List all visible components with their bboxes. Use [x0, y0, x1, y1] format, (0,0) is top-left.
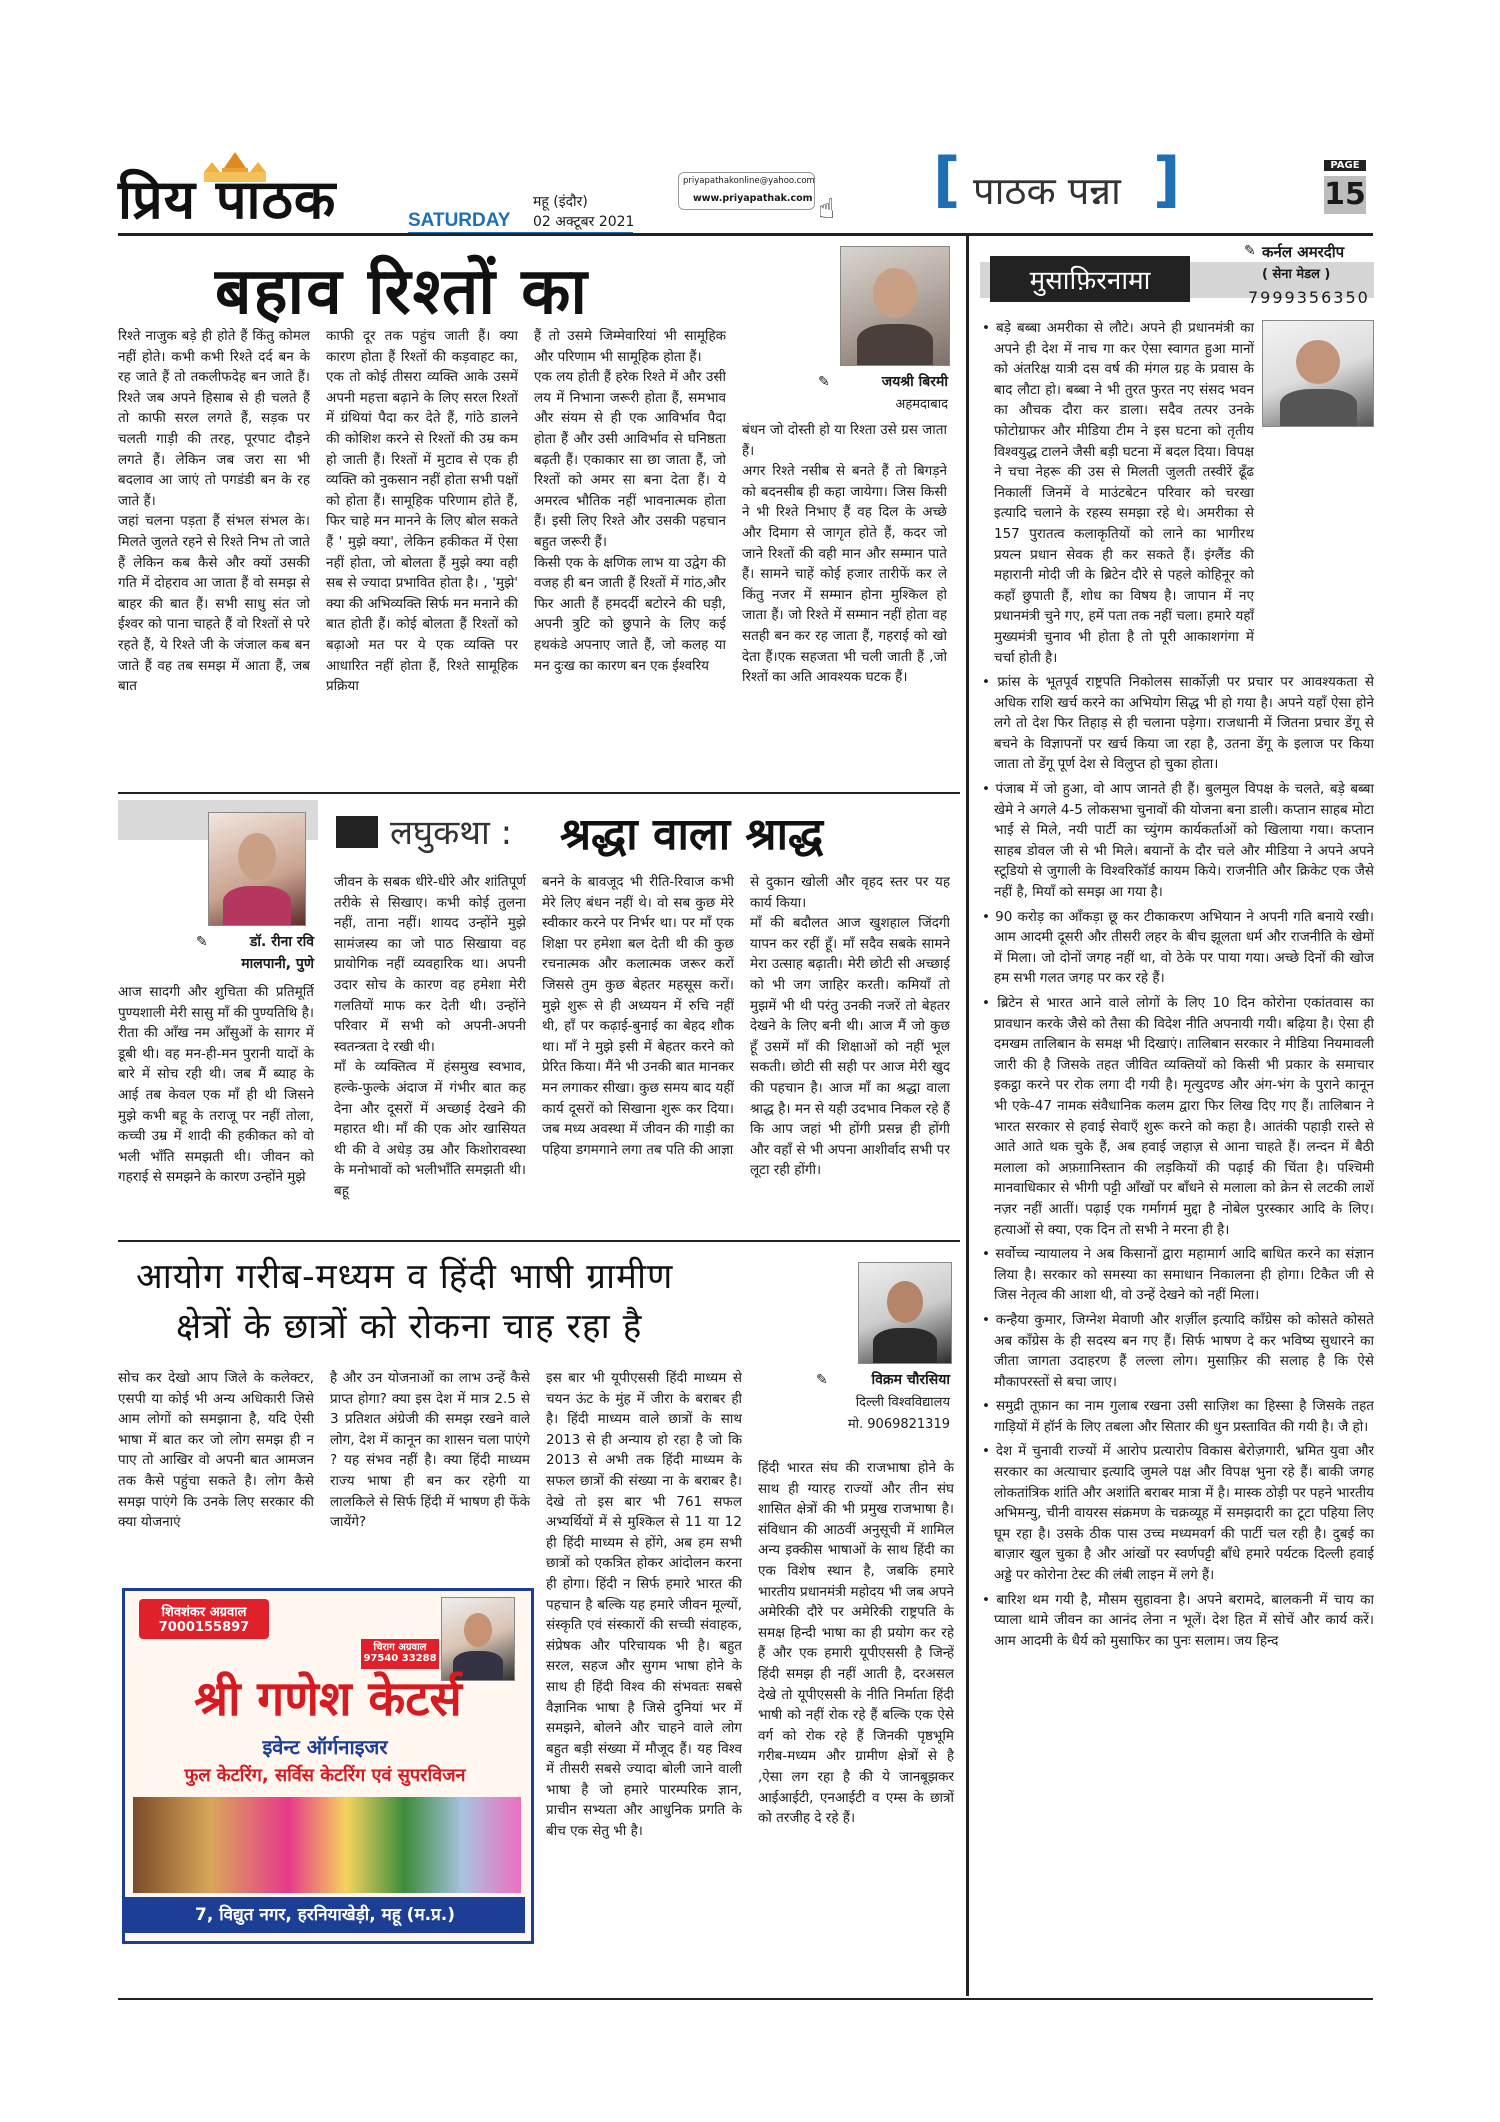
article2-author: डॉ. रीना रवि — [249, 934, 314, 950]
article1-author-photo — [840, 246, 950, 366]
column-bullet-item: • बड़े बब्बा अमरीका से लौटे। अपने ही प्रधानमंत्री का अपने ही देश में नाच गा कर ऐसा स्वागत हुआ मानों को अंतरिक्ष यात्री दस वर्ष की मंगल ग्रह के प्रवास के बाद लौटा हो। बब्बा ने भी तुरत फुरत नए संसद भवन का औचक दौरा कर डाला। सदैव तत्पर उनके फोटोग्राफर और मीडिया टीम ने इस घटना को तृतीय विश्वयुद्ध टालने जैसी बड़ी घटना में बदल दिया। विपक्ष ने चचा नेहरू की उस से मिलती जुलती तस्वीरें ढूँढ निकालीं जिनमें वे माउंटबेटन परिवार को चरखा इत्यादि चलाने के रहस्य समझा रहे थे। अमरीका से 157 पुरातत्व कलाकृतियों को लाने का भागीरथ प्रयत्न प्रधान सेवक ही कर सकते हैं। इंग्लैंड की महारानी मोदी जी के ब्रिटेन दौरे से पहले कोहिनूर को कहाँ छुपाती हैं, शोध का विषय है। जापान में नए प्रधानमंत्री चुने गए, हमें पता तक नहीं चला। हमारे यहाँ मुख्यमंत्री चुनाव भी होता है तो पूरी आकाशगंगा में चर्चा होती है। — [982, 320, 1254, 666]
article1-headline: बहाव रिश्तों का — [215, 254, 589, 329]
email-link[interactable]: priyapathakonline@yahoo.com — [683, 176, 815, 186]
column-bullets — [980, 318, 1374, 1968]
pen-icon: ✎ — [816, 1372, 828, 1388]
article2-location: मालपानी, पुणे — [241, 956, 314, 972]
newspaper-logo: प्रिय पाठक — [118, 167, 337, 231]
article2-author-photo — [208, 812, 306, 926]
masthead-rule — [118, 233, 1373, 236]
article2-col1: आज सादगी और शुचिता की प्रतिमूर्ति पुण्यशाली मेरी सासु माँ की पुण्यतिथि है। रीता की आँख नम आँसुओं के सागर में डूबी थी। वह मन-ही-मन पुरानी यादों के बारे में सोच रही थी। जब मैं ब्याह के आई तब केवल एक माँ ही थी जिसने मुझे कभी बहू के तराजू पर नहीं तोला, कच्ची उम्र में शादी की हकीकत को वो भली भाँति समझती थी। जीवन को गहराई से समझने के कारण उन्होंने मुझे — [118, 984, 314, 1186]
article1-bottom-rule — [118, 792, 960, 794]
page-label: PAGE — [1324, 160, 1366, 171]
ad-person2-tag: चिराग अग्रवाल 97540 33288 — [361, 1639, 439, 1669]
ad-services: फुल केटरिंग, सर्विस केटरिंग एवं सुपरविजन — [184, 1765, 466, 1786]
article2-headline: श्रद्धा वाला श्राद्ध — [560, 809, 824, 860]
pen-icon: ✎ — [818, 374, 830, 390]
pointer-hand-icon: ☝ — [818, 192, 836, 225]
column-divider — [966, 236, 969, 1996]
article3-headline-line1: आयोग गरीब-मध्यम व हिंदी भाषी ग्रामीण — [136, 1257, 674, 1297]
column-bullet-item: • देश में चुनावी राज्यों में आरोप प्रत्यारोप विकास बेरोज़गारी, भ्रमित युवा और सरकार का अत्याचार इत्यादि जुमले पक्ष और विपक्ष भुना रहे हैं। बाकी जगह लोकतांत्रिक शांति और अशांति बराबर मात्रा में है। मास्क ठोड़ी पर पहने भारतीय अभिमन्यु, चीनी वायरस संक्रमण के चक्रव्यूह में समझदारी का टूटा पहिया लिए घूम रहा है। उसके ठीक पास उच्च मध्यमवर्ग की पार्टी चल रही है। दुबई का बाज़ार खुल चुका है और आंखों पर स्वर्णपट्टी बाँधे हमारे पर्यटक दिल्ली हवाई अड्डे पर कोरोना टेस्ट की लंबी लाइन में लगे हैं। — [982, 1443, 1374, 1584]
article1-col2: काफी दूर तक पहुंच जाती हैं। क्या कारण होता हैं रिश्तों की कड़वाहट का, एक तो कोई तीसरा व्यक्ति आके उसमें अपनी महत्ता बढ़ाने के लिए सरल रिश्तों में ग्रंथियां पैदा कर देते हैं, गांठे डालने की कोशिश करने से रिश्तों की उम्र कम हो जाती हैं। रिश्तों में मुटाव से एक ही व्यक्ति को नुकसान नहीं होता सभी पक्षों को होता हैं। सामूहिक परिणाम होते हैं, फिर चाहे मन मानने के लिए बोल सकते हैं ' मुझे क्या', लेकिन हकीकत में ऐसा नहीं होता, जो बोलता हैं मुझे क्या वही सब से ज्यादा प्रभावित होता है। , 'मुझे' क्या की अभिव्यक्ति सिर्फ मन मनाने की बात होती हैं। कोई बोलता हैं रिश्तों को बढ़ाओ मत पर ये एक व्यक्ति पर आधारित नहीं होता हैं, रिश्ते सामूहिक प्रक्रिया — [326, 328, 518, 695]
article3-author-photo — [858, 1262, 952, 1364]
column-bullet-item: • पंजाब में जो हुआ, वो आप जानते ही हैं। बुलमुल विपक्ष के चलते, बड़े बब्बा खेमे ने अगले 4-5 लोकसभा चुनावों की योजना बना डाली। कप्तान साहब मोटा भाई से मिले, नयी पार्टी का च्युंगम कार्यकर्ताओं को खिलाया गया। कप्तान साहब डोवल जी से भी मिले। बयानों के दौर चले और मीडिया ने अपने अपने स्टूडियो से जुगाली के विश्वरिकॉर्ड कायम किये। राजनीति और क्रिकेट एक जैसे नहीं है, मियाँ को समझ आ गया है। — [982, 781, 1374, 901]
pen-icon: ✎ — [1244, 243, 1256, 259]
section-bracket-left: [ — [933, 145, 961, 215]
pen-icon: ✎ — [196, 934, 208, 950]
catering-ad — [122, 1588, 534, 1944]
article3-author: विक्रम चौरसिया — [871, 1372, 950, 1388]
article1-col1: रिश्ते नाजुक बड़े ही होते हैं किंतु कोमल नहीं होते। कभी कभी रिश्ते दर्द बन के रह जाते हैं तो तकलीफदेह बन जाते हैं। रिश्ते जब अपने हिसाब से ही चलते हैं तो काफी सरल लगते हैं, सड़क पर चलती गाड़ी की तरह, पूरपाट दौड़ने लगते हैं। लेकिन जब जरा सा भी बदलाव आ जाएं तो पगडंडी बन के रह जाते हैं। जहां चलना पड़ता हैं संभल संभल के। मिलते जुलते रहने से रिश्ते निभ तो जाते हैं लेकिन कब कैसे और क्यों उसकी गति में दोहराव आ जाता हैं वो समझ से बाहर की बात हैं। सभी साधु संत जो ईश्वर को पाना चाहते हैं वो रिश्तों से परे रहते हैं, ये रिश्ते जी के जंजाल कब बन जाते हैं वह तब समझ में आता हैं, जब बात — [118, 328, 310, 695]
column-bullet-item: • ब्रिटेन से भारत आने वाले लोगों के लिए 10 दिन कोरोना एकांतवास का प्रावधान करके जैसे को तैसा की विदेश नीति अपनायी गयी। बढ़िया है। ऐसा ही दमखम तालिबान के समक्ष भी दिखाएं। तालिबान सरकार ने मीडिया नियमावली जारी की है जिसके तहत जीवित व्यक्तियों को किसी भी प्रकार के समाचार इकट्ठा करने पर रोक लगा दी गयी है। मृत्युदण्ड और अंग-भंग के पुराने कानून भी एके-47 नामक संवैधानिक कलम द्वारा फिर लिख दिए गए हैं। तालिबान ने भारत सरकार से हवाई सेवाएँ शुरू करने को कहा है। आतंकी पहाड़ी रास्ते से आते आते थक चुके हैं, अब हवाई जहाज़ से आना चाहते हैं। लन्दन में बैठी मलाला को अफ़ग़ानिस्तान की लड़कियों की पढ़ाई की चिंता है। पश्चिमी मानवाधिकार से भीगी पट्टी आँखों पर बाँधने से मलाला को क्रेन से लटकी लाशें नज़र नहीं आतीं। पढ़ाई एक गर्मागर्म मुद्दा है नोबेल पुरस्कार आदि के लिए। हत्याओं से क्या, एक दिन तो सभी ने मरना ही है। — [982, 995, 1374, 1238]
article1-col3: हैं तो उसमे जिम्मेवारियां भी सामूहिक और परिणाम भी सामूहिक होता हैं। एक लय होती हैं हरेक रिश्ते में और उसी लय में निभाना जरूरी होता हैं, समभाव और संयम से ही एक आविर्भाव पैदा होता हैं और उसी आविर्भाव से घनिष्ठता बढ़ती हैं। एकाकार सा छा जाता हैं, जो रिश्तों को अमर सा बना देता हैं। ये अमरत्व भौतिक नहीं भावनात्मक होता हैं। इसी लिए रिश्ते और उसकी पहचान बहुत जरूरी हैं। किसी एक के क्षणिक लाभ या उद्वेग की वजह ही बन जाती हैं रिश्तों में गांठ,और फिर आती हैं हमदर्दी बटोरने की घड़ी, अपनी त्रुटि को छुपाने के लिए कई हथकंडे अपनाए जाते हैं, जो कलह या मन दुःख का कारण बन एक ईश्वरिय — [534, 328, 726, 674]
column-bullet-item: • सर्वोच्च न्यायालय ने अब किसानों द्वारा महामार्ग आदि बाधित करने का संज्ञान लिया है। सरकार को समस्या का समाधान निकालना ही होगा। टिकैत जी से जिस नेतृत्व की आशा थी, वो उन्हें देखने को नहीं मिला। — [982, 1246, 1374, 1304]
contact-box — [678, 172, 815, 210]
column-phone: 7999356350 — [1248, 288, 1370, 307]
column-bullet-item: • कन्हैया कुमार, जिग्नेश मेवाणी और शर्ज़ील इत्यादि कॉंग्रेस को कोसते कोसते अब कॉंग्रेस के ही सदस्य बन गए हैं। सिर्फ भाषण दे कर भविष्य सुधारने का जीता जागता उदाहरण हैं लल्ला लोग। मुसाफ़िर की सलाह है कि ऐसे मौकापरस्तों से बचा जाए। — [982, 1311, 1374, 1390]
column-rank: ( सेना मेडल ) — [1262, 267, 1331, 282]
column-author: कर्नल अमरदीप — [1262, 243, 1345, 261]
page-number: 15 — [1324, 177, 1366, 212]
column-bullet-item: • बारिश थम गयी है, मौसम सुहावना है। अपने बरामदे, बालकनी में चाय का प्याला थामे जीवन का आनंद लेना न भूलें। देश हित में सोचें और कार्य करें। आम आदमी के धैर्य को मुसाफिर का पुनः सलाम। जय हिन्द — [982, 1591, 1374, 1649]
page-bottom-rule — [118, 1998, 1373, 2000]
masthead — [118, 145, 1373, 231]
column-title: मुसाफ़िरनामा — [1029, 266, 1151, 296]
section-title: पाठक पन्ना — [973, 169, 1121, 213]
article2-bottom-rule — [118, 1240, 960, 1242]
ad-subtitle: इवेन्ट ऑर्गनाइजर — [262, 1735, 388, 1759]
article1-location: अहमदाबाद — [895, 397, 948, 412]
article2-col3: बनने के बावजूद भी रीति-रिवाज कभी मेरे लिए बंधन नहीं थे। वो सब कुछ मेरे स्वीकार करने पर निर्भर था। पर माँ एक शिक्षा पर हमेशा बल देती थी की कुछ रचनात्मक और कलात्मक जरूर करों जिससे तुम कुछ बेहतर महसूस करों। मुझे शुरू से ही अध्ययन में रुचि नहीं थी, हाँ पर कढ़ाई-बुनाई का बेहद शौक था। माँ ने मुझे इसी में बेहतर करने को प्रेरित किया। मैंने भी उनकी बात मानकर मन लगाकर सीखा। कुछ समय बाद यहीं कार्य दूसरों को सिखाना शुरू कर दिया। जब मध्य अवस्था में जीवन की गाड़ी का पहिया डगमगाने लगा तब पति की आज्ञा — [542, 874, 734, 1158]
ad-address: 7, विद्युत नगर, हरनियाखेड़ी, महू (म.प्र.) — [125, 1897, 525, 1933]
article3-col4: हिंदी भारत संघ की राजभाषा होने के साथ ही ग्यारह राज्यों और तीन संघ शासित क्षेत्रों की भी प्रमुख राजभाषा है। संविधान की आठवीं अनुसूची में शामिल अन्य इक्कीस भाषाओं के साथ हिंदी का एक विशेष स्थान है, जबकि हमारे भारतीय प्रधानमंत्री महोदय भी जब अपने अमेरिकी दौरे पर अमेरिकी राष्ट्रपति के समक्ष हिन्दी भाषा का ही प्रयोग कर रहे हैं और एक हमारी यूपीएससी है जिन्हें हिंदी समझ ही नहीं आती है, दरअसल देखे तो यूपीएससी के नीति निर्माता हिंदी भाषी को नहीं रोक रहे हैं बल्कि एक ऐसे वर्ग को रोक रहे हैं जिनकी पृष्ठभूमि गरीब-मध्यम और ग्रामीण क्षेत्रों से है ,ऐसा लग रहा है की ये जानबूझकर आईआईटी, एनआईटी व एम्स के छात्रों को तरजीह दे रहे हैं। — [758, 1460, 954, 1827]
section-bracket-right: ] — [1153, 145, 1181, 215]
ad-name-tag: शिवशंकर अग्रवाल 7000155897 — [139, 1599, 269, 1639]
city-label: महू (इंदौर) — [533, 194, 588, 210]
article3-phone: मो. 9069821319 — [847, 1417, 950, 1432]
article3-headline-line2: क्षेत्रों के छात्रों को रोकना चाह रहा है — [176, 1307, 643, 1347]
ad-food-image — [133, 1797, 521, 1893]
article3-col2: है और उन योजनाओं का लाभ उन्हें कैसे प्राप्त होगा? क्या इस देश में मात्र 2.5 से 3 प्रतिशत अंग्रेजी की समझ रखने वाले लोग, देश में कानून का शासन चला पाएंगे ? यह संभव नहीं है। क्या हिंदी माध्यम राज्य भाषा ही बन कर रहेगी या लालकिले से सिर्फ हिंदी में भाषण ही फेंके जायेंगे? — [330, 1370, 530, 1531]
column-bullet-item: • फ्रांस के भूतपूर्व राष्ट्रपति निकोलस सार्कोज़ी पर प्रचार पर आवश्यकता से अधिक राशि खर्च करने का अभियोग सिद्ध भी हो गया है। अपने यहाँ ऐसा होने लगे तो देश फिर तिहाड़ से ही चलाना पड़ेगा। राजधानी में जितना प्रचार डेंगू से बचने के विज्ञापनों पर खर्च किया जा रहा है, उतना डेंगू के इलाज पर किया जाता तो डेंगू पूर्ण देश से विलुप्त हो चुका होता। — [982, 674, 1374, 773]
article1-col4: बंधन जो दोस्ती हो या रिश्ता उसे ग्रस जाता हैं। अगर रिश्ते नसीब से बनते हैं तो बिगड़ने को बदनसीब ही कहा जायेगा। जिस किसी ने भी रिश्ते निभाए हैं वह दिल के अच्छे और दिमाग से जागृत होते हैं, कदर जो जाने रिश्तों की वही मान और सम्मान पाते हैं। सामने चाहें कोई हजार तारीफें कर ले किंतु नजर में सम्मान होना मुश्किल हो जाता हैं। जो रिश्ते में सम्मान नहीं होता वह सतही बन कर रह जाता हैं, गहराई को खो देता हैं।एक सहजता भी चली जाती हैं ,जो रिश्तों का अति आवश्यक घटक हैं। — [742, 422, 947, 686]
article2-prefix: लघुकथा : — [390, 813, 513, 853]
column-bullet-item: • समुद्री तूफ़ान का नाम गुलाब रखना उसी साज़िश का हिस्सा है जिसके तहत गाड़ियों में हॉर्न के लिए तबला और सितार की धुन प्रस्तावित की गयी है। जै हो। — [982, 1398, 1374, 1435]
article3-col3: इस बार भी यूपीएससी हिंदी माध्यम से चयन ऊंट के मुंह में जीरा के बराबर ही है। हिंदी माध्यम वाले छात्रों के साथ 2013 से ही अन्याय हो रहा है जो कि 2013 से अभी तक हिंदी माध्यम के सफल छात्रों की संख्या ना के बराबर है। देखे तो इस बार भी 761 सफल अभ्यर्थियों में से मुश्किल से 11 या 12 ही हिंदी माध्यम से होंगे, अब हम सभी छात्रों को एकत्रित होकर आंदोलन करना ही होगा। हिंदी न सिर्फ हमारे भारत की पहचान है बल्कि यह हमारे जीवन मूल्यों, संस्कृति एवं संस्कारों की सच्ची संवाहक, संप्रेषक और परिचायक भी है। बहुत सरल, सहज और सुगम भाषा होने के साथ ही हिंदी विश्व की संभवतः सबसे वैज्ञानिक भाषा है जिसे दुनियां भर में समझने, बोलने और चाहने वाले लोग बहुत बड़ी संख्या में मौजूद हैं। यह विश्व में तीसरी सबसे ज्यादा बोली जाने वाली भाषा है जो हमारे पारम्परिक ज्ञान, प्राचीन सभ्यता और आधुनिक प्रगति के बीच एक सेतु भी है। — [546, 1370, 742, 1840]
article3-col1: सोच कर देखो आप जिले के कलेक्टर, एसपी या कोई भी अन्य अधिकारी जिसे आम लोगों को समझाना है, यदि ऐसी भाषा में बात कर जो लोग समझ ही न पाए तो आखिर वो अपनी बात आमजन तक कैसे पहुंचा सकते है। लोग कैसे समझ पाएंगे कि उनके लिए सरकार की क्या योजनाएं — [118, 1370, 314, 1531]
date-label: 02 अक्टूबर 2021 — [533, 214, 635, 230]
day-label: SATURDAY — [408, 210, 511, 231]
article2-col2: जीवन के सबक धीरे-धीरे और शांतिपूर्ण तरीके से सिखाए। कभी कोई तुलना नहीं, ताना नहीं। शायद उन्होंने मुझे सामंजस्य का जो पाठ सिखाया वह प्रायोगिक नहीं व्यवहारिक था। अपनी उदार सोच के कारण वह हमेशा मेरी गलतियों माफ कर देती थी। उन्होंने परिवार में सभी को अपनी-अपनी स्वतन्त्रता दे रखी थी। माँ के व्यक्तित्व में हंसमुख स्वभाव, हल्के-फुल्के अंदाज में गंभीर बात कह देना और दूसरों में अच्छाई देखने की महारत थी। माँ की एक ओर खासियत थी की वे अधेड़ उम्र और किशोरावस्था के मनोभावों को भलीभाँति समझती थी। बहू — [334, 874, 526, 1199]
article1-author: जयश्री बिरमी — [881, 374, 948, 390]
ad-brand: श्री गणेश केटर्स — [194, 1671, 462, 1727]
article2-title-marker — [336, 816, 378, 848]
website-link[interactable]: www.priyapathak.com — [693, 193, 813, 204]
column-bullet-item: • 90 करोड़ का आँकड़ा छू कर टीकाकरण अभियान ने अपनी गति बनाये रखी। आम आदमी दूसरी और तीसरी लहर के बीच झूलता धर्म और राजनीति के खेमों में मिला। जो दोनों जगह नहीं था, वो ठेके पर पाया गया। अच्छे दिनों की खोज हम सभी गलत जगह पर कर रहे हैं। — [982, 908, 1374, 987]
article2-col4: से दुकान खोली और वृहद स्तर पर यह कार्य किया। माँ की बदौलत आज खुशहाल जिंदगी यापन कर रहीं हूँ। माँ सदैव सबके सामने मेरा उत्साह बढ़ाती। मेरी छोटी सी अच्छाई को भी जग जाहिर करती। कमियाँ तो मुझमें भी थी परंतु उनकी नजरें तो बेहतर देखने के लिए बनी थी। आज मैं जो कुछ हूँ उसमें माँ की शिक्षाओं को नहीं भूल सकती। छोटी सी सही पर आज मेरी खुद की पहचान है। आज माँ का श्रद्धा वाला श्राद्ध है। मन से यही उदभाव निकल रहे हैं कि आप जहां भी होंगी प्रसन्न ही होंगी और वहाँ से भी अपना आशीर्वाद सभी पर लूटा रही होंगी। — [750, 874, 950, 1179]
article3-affiliation: दिल्ली विश्वविद्यालय — [855, 1395, 950, 1410]
